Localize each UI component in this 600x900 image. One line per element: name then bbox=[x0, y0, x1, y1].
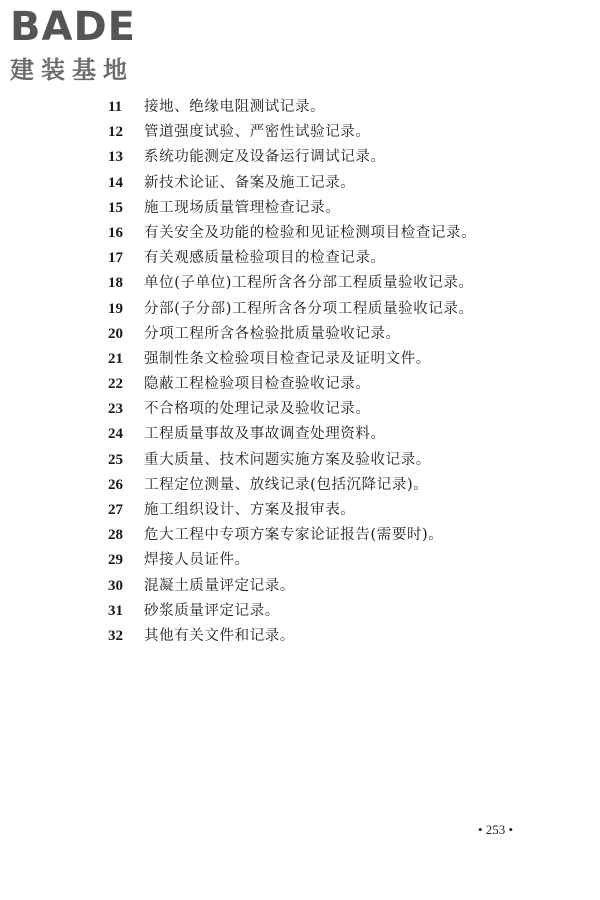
item-number: 18 bbox=[108, 275, 123, 292]
list-item bbox=[108, 548, 568, 573]
item-text: 施工现场质量管理检查记录。 bbox=[144, 199, 341, 216]
logo bbox=[10, 6, 180, 86]
item-number: 27 bbox=[108, 502, 123, 518]
item-number: 26 bbox=[108, 476, 123, 493]
logo-brand-text: BADE bbox=[10, 4, 136, 50]
item-text: 不合格项的处理记录及验收记录。 bbox=[144, 401, 371, 418]
item-number: 11 bbox=[108, 99, 123, 115]
record-list bbox=[108, 95, 568, 649]
list-item bbox=[108, 523, 568, 548]
item-text: 焊接人员证件。 bbox=[144, 552, 250, 569]
item-number: 32 bbox=[108, 627, 123, 644]
list-item bbox=[108, 372, 568, 397]
item-text: 其他有关文件和记录。 bbox=[144, 627, 295, 644]
item-text: 混凝土质量评定记录。 bbox=[144, 577, 295, 594]
item-text: 分项工程所含各检验批质量验收记录。 bbox=[144, 325, 401, 342]
item-text: 分部(子分部)工程所含各分项工程质量验收记录。 bbox=[144, 300, 474, 317]
list-item bbox=[108, 145, 568, 170]
item-number: 23 bbox=[108, 401, 123, 418]
item-text: 有关观感质量检验项目的检查记录。 bbox=[144, 250, 386, 267]
list-item bbox=[108, 95, 568, 120]
list-item bbox=[108, 473, 568, 498]
item-text: 工程质量事故及事故调查处理资料。 bbox=[144, 426, 386, 443]
item-text: 强制性条文检验项目检查记录及证明文件。 bbox=[144, 350, 431, 367]
logo-subtitle: 建装基地 bbox=[10, 56, 134, 84]
list-item bbox=[108, 599, 568, 624]
item-number: 28 bbox=[108, 527, 123, 544]
list-item bbox=[108, 297, 568, 322]
list-item bbox=[108, 221, 568, 246]
list-item bbox=[108, 422, 568, 447]
item-text: 有关安全及功能的检验和见证检测项目检查记录。 bbox=[144, 224, 477, 241]
item-number: 19 bbox=[108, 300, 123, 317]
list-item bbox=[108, 574, 568, 599]
item-number: 22 bbox=[108, 376, 123, 393]
item-number: 16 bbox=[108, 224, 123, 241]
item-text: 工程定位测量、放线记录(包括沉降记录)。 bbox=[144, 476, 429, 493]
list-item bbox=[108, 624, 568, 649]
item-text: 接地、绝缘电阻测试记录。 bbox=[144, 99, 326, 115]
item-text: 施工组织设计、方案及报审表。 bbox=[144, 502, 356, 518]
item-number: 20 bbox=[108, 325, 123, 342]
item-text: 隐蔽工程检验项目检查验收记录。 bbox=[144, 376, 371, 393]
item-number: 13 bbox=[108, 149, 123, 166]
item-number: 12 bbox=[108, 124, 123, 141]
item-text: 系统功能测定及设备运行调试记录。 bbox=[144, 149, 386, 166]
item-text: 危大工程中专项方案专家论证报告(需要时)。 bbox=[144, 527, 444, 544]
item-number: 21 bbox=[108, 350, 123, 367]
list-item bbox=[108, 171, 568, 196]
item-number: 15 bbox=[108, 199, 123, 216]
list-item bbox=[108, 246, 568, 271]
list-item bbox=[108, 120, 568, 145]
item-text: 单位(子单位)工程所含各分部工程质量验收记录。 bbox=[144, 275, 474, 292]
list-item bbox=[108, 347, 568, 372]
item-number: 25 bbox=[108, 451, 123, 468]
item-number: 31 bbox=[108, 602, 123, 619]
item-text: 新技术论证、备案及施工记录。 bbox=[144, 174, 356, 191]
item-number: 17 bbox=[108, 250, 123, 267]
list-item bbox=[108, 271, 568, 296]
item-text: 砂浆质量评定记录。 bbox=[144, 602, 280, 619]
item-number: 14 bbox=[108, 174, 123, 191]
item-text: 管道强度试验、严密性试验记录。 bbox=[144, 124, 371, 141]
list-item bbox=[108, 322, 568, 347]
item-number: 24 bbox=[108, 426, 123, 443]
item-number: 30 bbox=[108, 577, 123, 594]
list-item bbox=[108, 448, 568, 473]
list-item bbox=[108, 196, 568, 221]
list-item bbox=[108, 498, 568, 523]
page-number: • 253 • bbox=[478, 822, 514, 837]
item-number: 29 bbox=[108, 552, 123, 569]
list-item bbox=[108, 397, 568, 422]
item-text: 重大质量、技术问题实施方案及验收记录。 bbox=[144, 451, 431, 468]
